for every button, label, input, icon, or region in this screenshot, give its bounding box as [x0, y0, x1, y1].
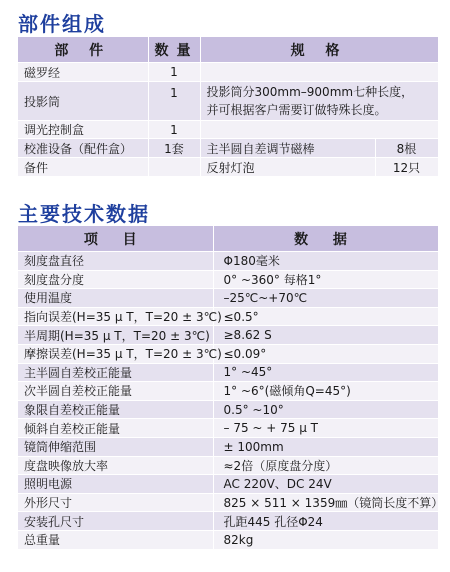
- header-spec: 规 格: [200, 37, 438, 63]
- table-row: [18, 493, 438, 512]
- part-qty: 1: [148, 82, 200, 121]
- part-qty: 1: [148, 121, 200, 139]
- table-row: [18, 289, 438, 308]
- part-count: 8根: [375, 139, 438, 158]
- spec-item: 镜筒伸缩范围: [18, 437, 213, 456]
- spec-value: 1° ~45°: [213, 363, 438, 382]
- spec-item: 倾斜自差校正能量: [18, 419, 213, 438]
- specs-table: [18, 226, 444, 550]
- parts-header-row: [18, 37, 438, 63]
- spec-value: 1° ~6°(磁倾角Q=45°): [213, 382, 438, 401]
- part-name: 磁罗经: [18, 63, 148, 82]
- spec-value: ± 100mm: [213, 437, 438, 456]
- table-row: [18, 158, 438, 177]
- spec-item: 次半圆自差校正能量: [18, 382, 213, 401]
- spec-item: 刻度盘分度: [18, 270, 213, 289]
- spec-item: 度盘映像放大率: [18, 456, 213, 475]
- table-row: [18, 139, 438, 158]
- part-spec: [200, 82, 438, 121]
- spec-value: ≤0.09°: [213, 344, 438, 363]
- table-row: [18, 382, 438, 401]
- table-row: [18, 475, 438, 494]
- spec-value: 0° ~360° 每格1°: [213, 270, 438, 289]
- part-spec: 反射灯泡: [200, 158, 375, 177]
- header-data: 数 据: [213, 226, 438, 252]
- spec-value: – 75 ~ + 75 μ T: [213, 419, 438, 438]
- spec-item: 象限自差校正能量: [18, 400, 213, 419]
- table-row: [18, 82, 438, 121]
- spec-value: ≤0.5°: [213, 307, 438, 326]
- spec-item: 主半圆自差校正能量: [18, 363, 213, 382]
- part-qty: 1套: [148, 139, 200, 158]
- spec-value: 825 × 511 × 1359㎜（镜筒长度不算）: [213, 493, 438, 512]
- part-qty: 1: [148, 63, 200, 82]
- part-spec-line2: 并可根据客户需要订做特殊长度。: [206, 103, 387, 117]
- table-row: [18, 363, 438, 382]
- spec-item: 刻度盘直径: [18, 252, 213, 271]
- header-qty: 数量: [148, 37, 200, 63]
- spec-item: 摩擦误差(H=35 μ T，T=20 ± 3℃): [18, 344, 213, 363]
- table-row: [18, 512, 438, 531]
- table-row: [18, 307, 438, 326]
- part-name: 校准设备（配件盒）: [18, 139, 148, 158]
- spec-value: ≈2倍（原度盘分度）: [213, 456, 438, 475]
- table-row: [18, 530, 438, 549]
- table-row: [18, 456, 438, 475]
- spec-value: ≥8.62 S: [213, 326, 438, 345]
- part-spec-line1: 投影筒分300mm–900mm七种长度，: [206, 85, 414, 99]
- part-spec: [200, 121, 438, 139]
- part-name: 投影筒: [18, 82, 148, 121]
- part-spec: [200, 63, 438, 82]
- spec-item: 指向误差(H=35 μ T，T=20 ± 3℃): [18, 307, 213, 326]
- part-qty: [148, 158, 200, 177]
- header-item: 项 目: [18, 226, 213, 252]
- spec-item: 使用温度: [18, 289, 213, 308]
- table-row: [18, 252, 438, 271]
- table-row: [18, 121, 438, 139]
- part-count: 12只: [375, 158, 438, 177]
- table-row: [18, 344, 438, 363]
- table-row: [18, 270, 438, 289]
- spec-item: 外形尺寸: [18, 493, 213, 512]
- parts-table: [18, 37, 439, 177]
- section-title-specs: 主要技术数据: [18, 202, 150, 226]
- spec-value: 孔距445 孔径Φ24: [213, 512, 438, 531]
- spec-value: Φ180毫米: [213, 252, 438, 271]
- part-name: 备件: [18, 158, 148, 177]
- spec-value: 82kg: [213, 530, 438, 549]
- spec-item: 半周期(H=35 μ T，T=20 ± 3℃): [18, 326, 213, 345]
- table-row: [18, 63, 438, 82]
- spec-value: AC 220V、DC 24V: [213, 475, 438, 494]
- table-row: [18, 419, 438, 438]
- table-row: [18, 326, 438, 345]
- specs-header-row: [18, 226, 438, 252]
- header-part: 部 件: [18, 37, 148, 63]
- part-name: 调光控制盒: [18, 121, 148, 139]
- spec-item: 照明电源: [18, 475, 213, 494]
- spec-item: 总重量: [18, 530, 213, 549]
- spec-value: 0.5° ~10°: [213, 400, 438, 419]
- table-row: [18, 400, 438, 419]
- section-title-parts: 部件组成: [18, 12, 106, 36]
- part-spec: 主半圆自差调节磁棒: [200, 139, 375, 158]
- spec-item: 安装孔尺寸: [18, 512, 213, 531]
- spec-value: –25℃~+70℃: [213, 289, 438, 308]
- table-row: [18, 437, 438, 456]
